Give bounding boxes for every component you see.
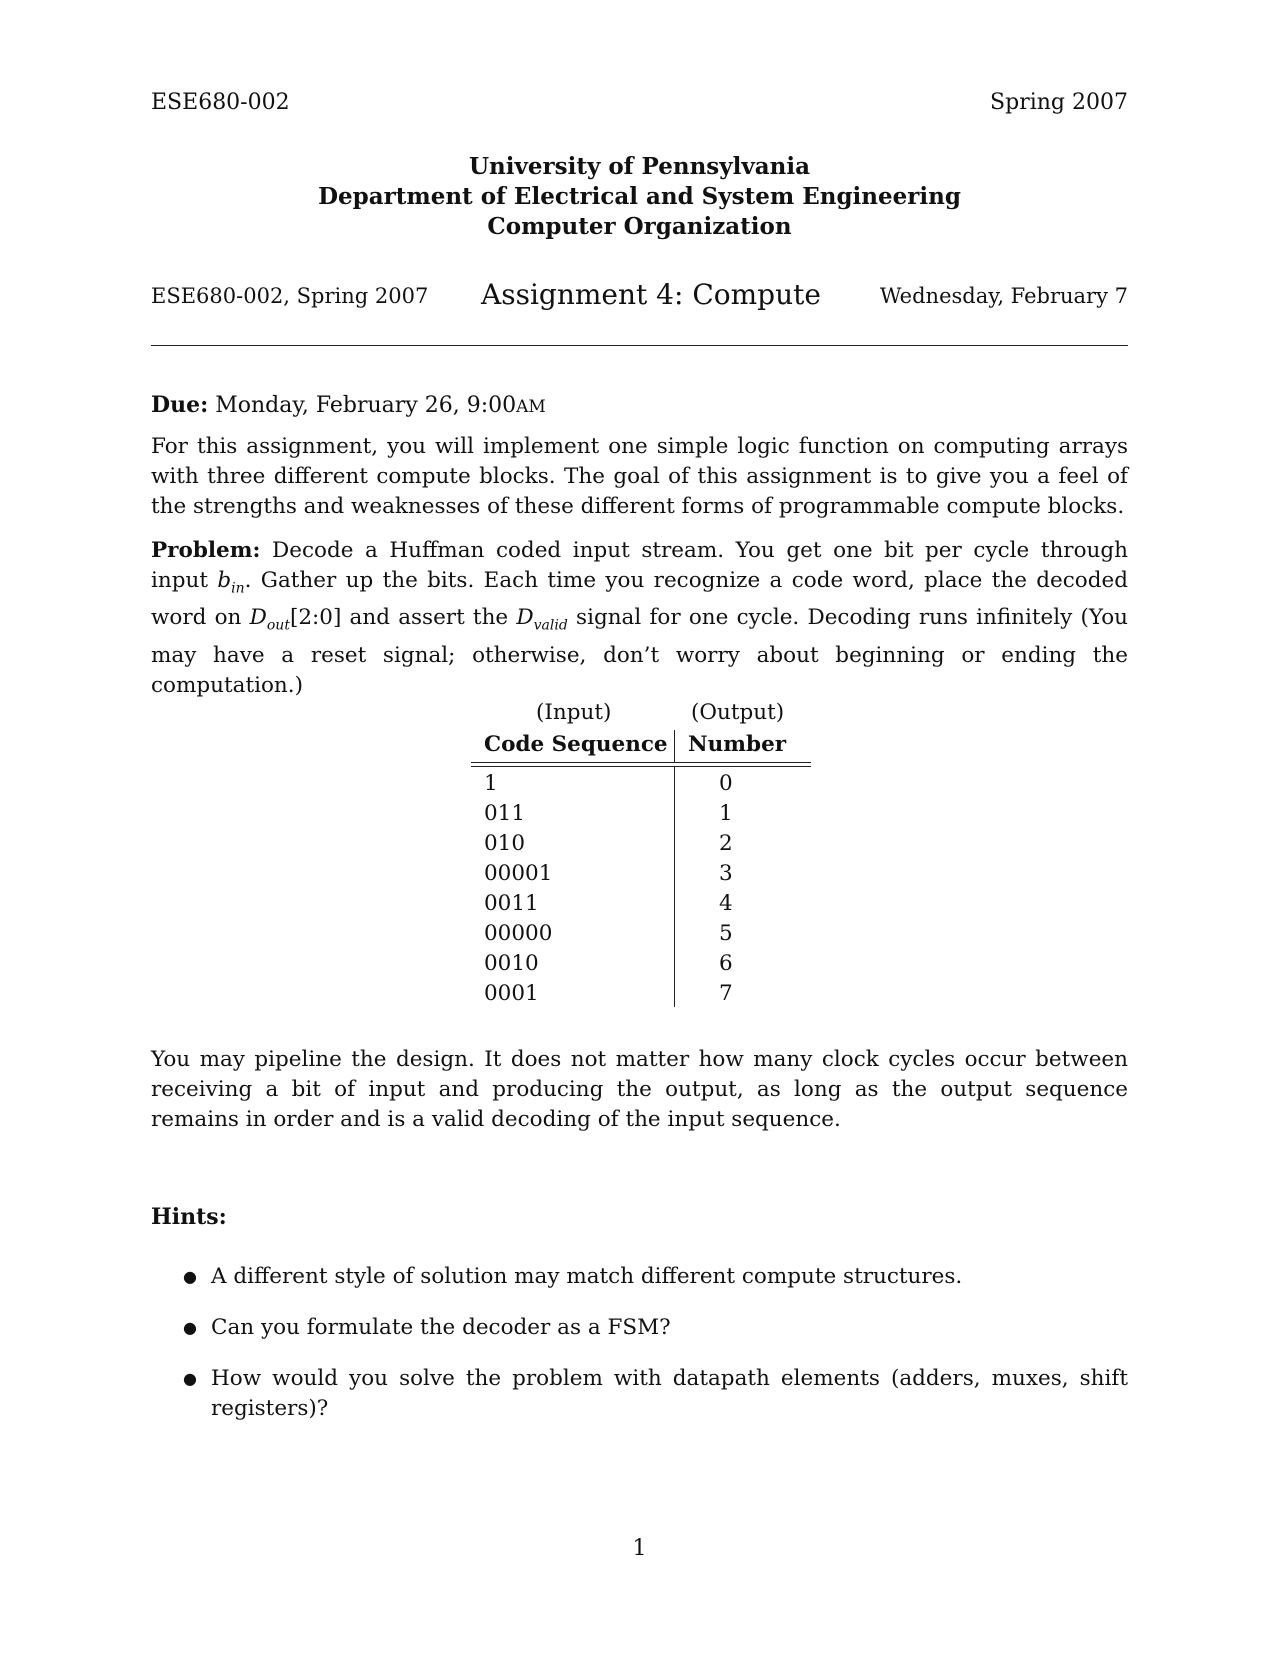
- bullet-icon: ●: [183, 1267, 197, 1286]
- due-ampm: AM: [516, 397, 546, 417]
- table-row: [471, 797, 811, 827]
- column-divider: [674, 730, 675, 762]
- output-note: (Output): [691, 700, 785, 725]
- table-row: [471, 917, 811, 947]
- problem-text-2: . Gather up the bits. Each time you recognize a code word, place the decoded word on: [151, 568, 1128, 631]
- code-cell: 0010: [484, 951, 539, 976]
- number-cell: 5: [719, 921, 733, 946]
- hints-list: [151, 1262, 1128, 1445]
- hints-heading: Hints:: [151, 1204, 227, 1230]
- table-body: [471, 767, 811, 1007]
- number-cell: 6: [719, 951, 733, 976]
- problem-text-1: Decode a Huffman coded input stream. You get one bit per cycle through input: [151, 538, 1128, 593]
- code-cell: 011: [484, 801, 526, 826]
- table-row: [471, 947, 811, 977]
- table-row: [471, 857, 811, 887]
- number-cell: 0: [719, 771, 733, 796]
- title-date: Wednesday, February 7: [879, 284, 1128, 308]
- header-course: ESE680-002: [151, 90, 290, 115]
- problem-paragraph: [151, 536, 1128, 701]
- code-cell: 00001: [484, 861, 553, 886]
- table-row: [471, 887, 811, 917]
- list-item: ● A different style of solution may match different compute structures.: [151, 1262, 1128, 1292]
- due-date: Monday, February 26, 9:00: [215, 393, 517, 418]
- problem-label: Problem:: [151, 538, 261, 563]
- table-notes-row: [471, 700, 811, 730]
- code-cell: 0011: [484, 891, 539, 916]
- code-cell: 00000: [484, 921, 553, 946]
- table-header-row: [471, 730, 811, 762]
- number-cell: 4: [719, 891, 733, 916]
- assignment-title: Assignment 4: Compute: [481, 278, 821, 311]
- code-cell: 010: [484, 831, 526, 856]
- number-cell: 7: [719, 981, 733, 1006]
- number-cell: 2: [719, 831, 733, 856]
- page-number: 1: [632, 1536, 647, 1561]
- code-cell: 1: [484, 771, 498, 796]
- column-header-number: Number: [688, 732, 787, 757]
- problem-text-4: signal for one cycle. Decoding runs infinitely (You may have a reset signal; otherwise, don’t worry about beginning or ending the computation.): [151, 605, 1128, 698]
- huffman-code-table: [471, 700, 811, 1007]
- due-line: [151, 392, 1128, 418]
- number-cell: 1: [719, 801, 733, 826]
- d-valid-symbol: $D_{valid}$: [516, 605, 568, 634]
- table-row: [471, 767, 811, 797]
- list-item: ● How would you solve the problem with datapath elements (adders, muxes, shift registers)?: [183, 1366, 1128, 1421]
- institution-block: [151, 152, 1128, 242]
- bullet-icon: ●: [183, 1369, 197, 1388]
- header-term: Spring 2007: [990, 90, 1128, 115]
- code-cell: 0001: [484, 981, 539, 1006]
- table-row: [471, 827, 811, 857]
- department-name: Department of Electrical and System Engineering: [318, 183, 961, 210]
- course-name: Computer Organization: [487, 213, 792, 240]
- title-row: [151, 278, 1128, 318]
- list-item: ● Can you formulate the decoder as a FSM?: [151, 1313, 1128, 1343]
- d-out-symbol: $D_{out}$: [249, 605, 290, 634]
- document-page: [151, 0, 1128, 1656]
- b-in-symbol: $b_{in}$: [217, 568, 245, 597]
- title-course-term: ESE680-002, Spring 2007: [151, 284, 429, 308]
- table-row: [471, 977, 811, 1007]
- running-header: [151, 90, 1128, 122]
- university-name: University of Pennsylvania: [469, 153, 810, 180]
- input-note: (Input): [536, 700, 612, 725]
- number-cell: 3: [719, 861, 733, 886]
- pipeline-paragraph: You may pipeline the design. It does not matter how many clock cycles occur between receiving a bit of input and producing the output, as long as the output sequence remains in order and is a valid decoding of the input sequence.: [151, 1047, 1128, 1132]
- title-divider: [151, 345, 1128, 346]
- intro-paragraph: For this assignment, you will implement one simple logic function on computing arrays with three different compute blocks. The goal of this assignment is to give you a feel of the strengths and weaknesses of these different forms of programmable compute blocks.: [151, 434, 1128, 519]
- due-label: Due:: [151, 392, 209, 418]
- bullet-icon: ●: [183, 1318, 197, 1337]
- problem-text-3: [2:0] and assert the: [289, 605, 509, 631]
- column-header-code: Code Sequence: [484, 732, 668, 757]
